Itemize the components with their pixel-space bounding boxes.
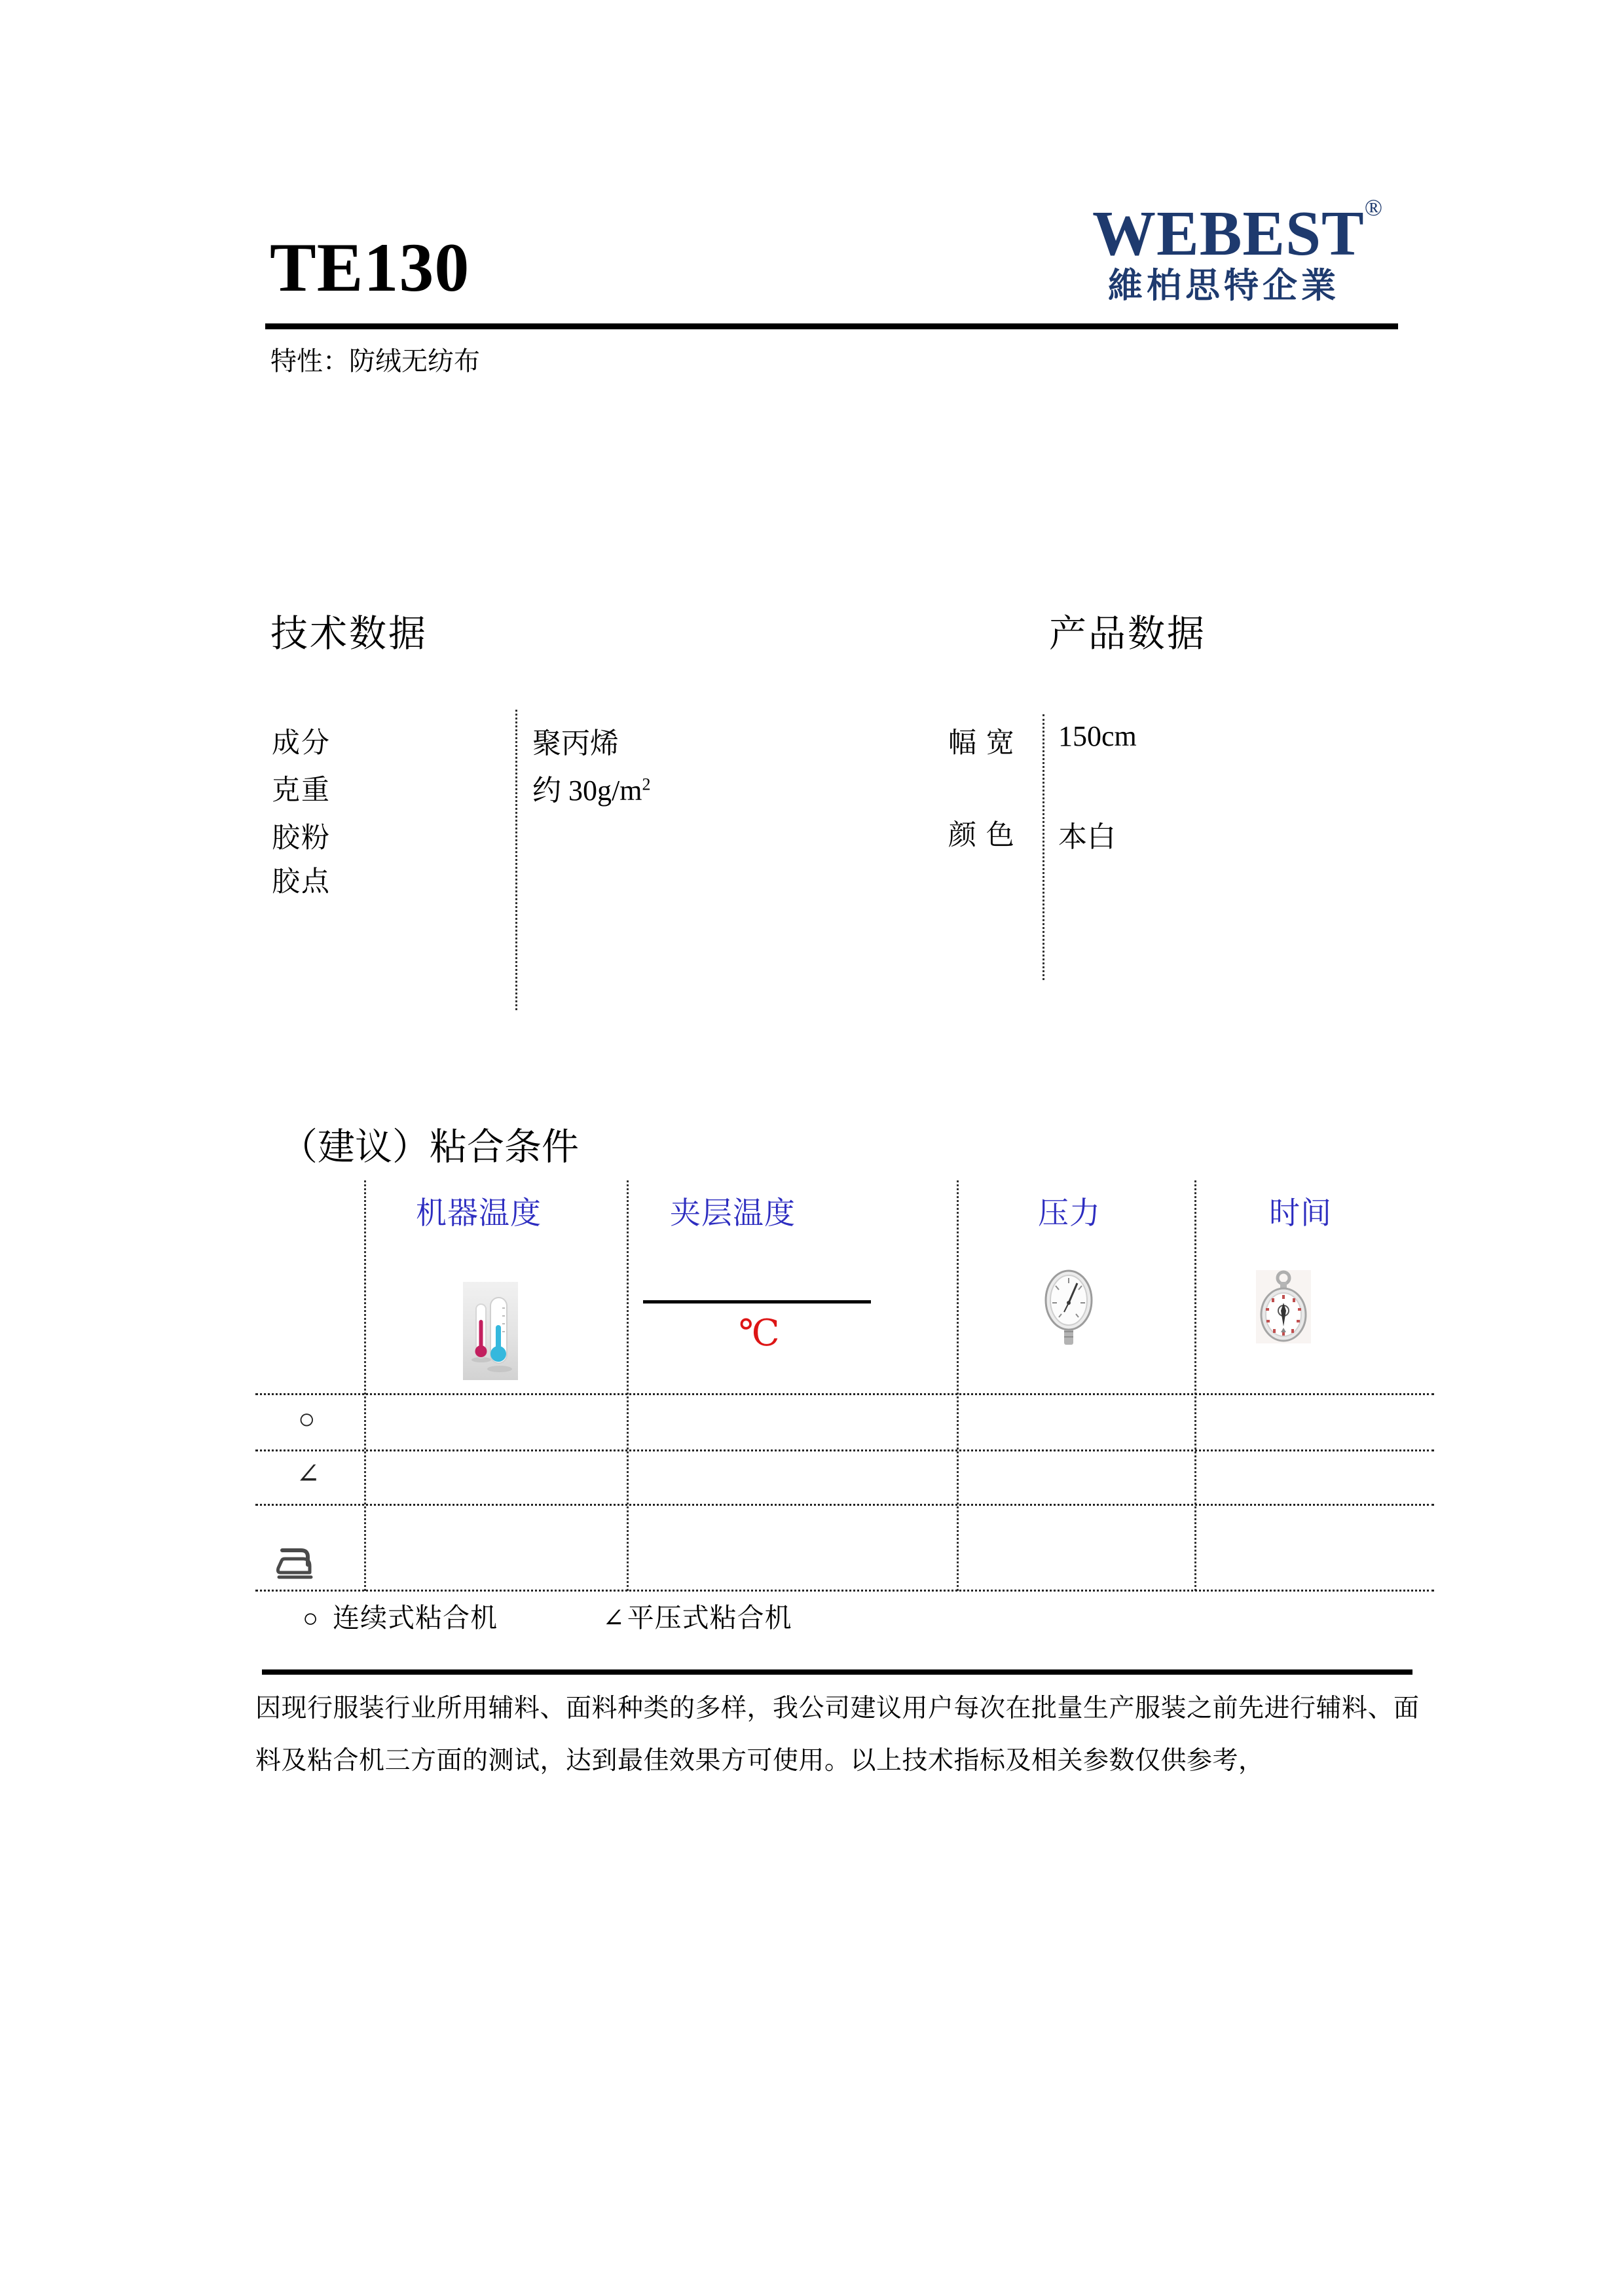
grid-hline-1 [255, 1393, 1434, 1395]
spec-value-color: 本白 [1058, 821, 1116, 853]
legend-circle-icon: ○ [303, 1603, 319, 1633]
spec-label-width: 幅 宽 [948, 728, 1016, 759]
page-title: TE130 [270, 229, 470, 306]
footer-line-1: 因现行服装行业所用辅料、面料种类的多样，我公司建议用户每次在批量生产服装之前先进行辅料、面 [255, 1694, 1420, 1722]
bonding-conditions-title: （建议）粘合条件 [280, 1127, 579, 1168]
thermometer-icon [463, 1282, 518, 1380]
column-header-time: 时间 [1269, 1197, 1332, 1231]
celsius-symbol: ℃ [739, 1313, 780, 1354]
legend [303, 1596, 792, 1635]
footer-paragraph [255, 1688, 1420, 1777]
row-symbol-angle: ∠ [296, 1458, 320, 1490]
column-header-interlayer-temp: 夹层温度 [670, 1197, 796, 1231]
legend-label-flat-press: 平压式粘合机 [627, 1603, 792, 1633]
company-name: 維柏思特企業 [1108, 266, 1340, 305]
spec-value-width: 150cm [1058, 720, 1137, 752]
spec-label-glue-powder: 胶粉 [272, 823, 331, 854]
product-data-title: 产品数据 [1049, 613, 1206, 655]
legend-angle-icon: ∠ [602, 1603, 625, 1633]
footer-rule [262, 1669, 1412, 1675]
feature-line: 特性：防绒无纺布 [270, 346, 480, 376]
spec-label-glue-dot: 胶点 [272, 867, 331, 898]
tech-table-divider [515, 710, 517, 1010]
stopwatch-icon [1255, 1270, 1312, 1348]
spec-value-weight-sup: 2 [642, 774, 651, 794]
spec-label-weight: 克重 [272, 775, 331, 806]
grid-hline-3 [255, 1504, 1434, 1506]
spec-value-weight [532, 767, 650, 809]
iron-icon [274, 1545, 316, 1584]
column-header-pressure: 压力 [1038, 1197, 1101, 1231]
grid-hline-2 [255, 1449, 1434, 1451]
registered-trademark-icon: ® [1364, 194, 1384, 221]
grid-vline-2 [627, 1180, 629, 1591]
spec-value-weight-text: 约 30g/m [532, 774, 642, 807]
grid-hline-4 [255, 1590, 1434, 1592]
title-rule [265, 323, 1398, 329]
product-table-divider [1043, 714, 1044, 980]
column-header-machine-temp: 机器温度 [416, 1197, 542, 1231]
brand-wordmark: WEBEST [1092, 198, 1365, 268]
row-symbol-circle: ○ [298, 1403, 316, 1435]
grid-vline-4 [1194, 1180, 1196, 1591]
footer-line-2: 料及粘合机三方面的测试，达到最佳效果方可使用。以上技术指标及相关参数仅供参考， [255, 1747, 1264, 1775]
grid-vline-1 [364, 1180, 366, 1591]
grid-vline-3 [957, 1180, 959, 1591]
interlayer-underline [643, 1300, 871, 1303]
legend-label-continuous: 连续式粘合机 [333, 1603, 498, 1633]
tech-data-title: 技术数据 [270, 613, 428, 655]
spec-value-composition: 聚丙烯 [532, 727, 619, 759]
pressure-gauge-icon [1043, 1269, 1095, 1352]
spec-label-color: 颜 色 [948, 820, 1016, 851]
spec-label-composition: 成分 [272, 728, 331, 759]
